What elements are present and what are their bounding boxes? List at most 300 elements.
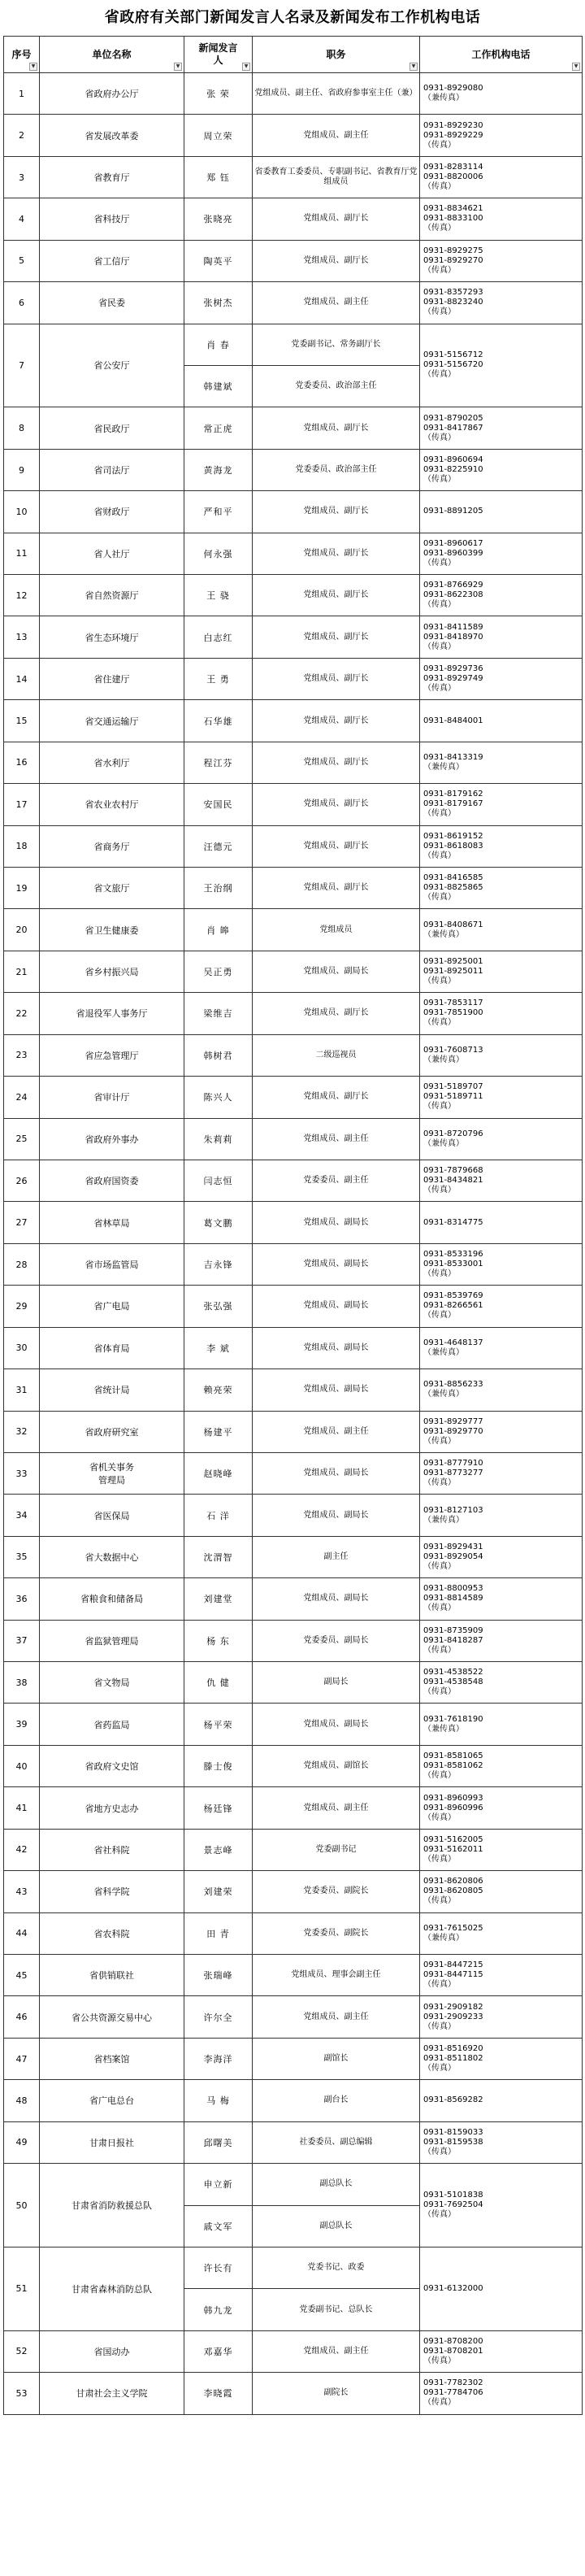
unit-name: 甘肃省消防救援总队 [40,2164,184,2247]
spokesperson-name: 李 斌 [184,1327,253,1368]
office-phone: 0931-8929777 0931-8929770 （传真） [420,1411,583,1452]
spokesperson-title: 党组成员、副局长 [253,1495,420,1536]
office-phone: 0931-8960617 0931-8960399 （传真） [420,533,583,574]
unit-name: 省卫生健康委 [40,909,184,951]
spokesperson-name: 张 荣 [184,73,253,115]
table-row [4,491,583,533]
spokesperson-title: 党组成员、副局长 [253,1202,420,1243]
table-row [4,198,583,240]
spokesperson-title: 二级巡视员 [253,1034,420,1076]
spokesperson-title: 党组成员、副主任 [253,2330,420,2372]
spokesperson-title: 党组成员、副主任 [253,1118,420,1160]
spokesperson-title: 党委委员、政治部主任 [253,449,420,490]
spokesperson-name: 闫志恒 [184,1160,253,1201]
row-number: 8 [4,407,40,449]
filter-dropdown-icon[interactable]: ▼ [29,63,37,71]
header-title[interactable]: 职务 ▼ [253,37,420,73]
spokesperson-name: 杨建平 [184,1411,253,1452]
unit-name: 省自然资源厅 [40,575,184,616]
table-row [4,1495,583,1536]
office-phone: 0931-8800953 0931-8814589 （传真） [420,1578,583,1620]
spokesperson-title: 党组成员、副馆长 [253,1745,420,1786]
spokesperson-name: 朱莉莉 [184,1118,253,1160]
row-number: 47 [4,2038,40,2079]
spokesperson-title: 党组成员、副局长 [253,951,420,992]
spokesperson-title: 党组成员 [253,909,420,951]
spokesperson-name: 吉永锋 [184,1243,253,1285]
office-phone: 0931-7615025 （兼传真） [420,1912,583,1954]
spokesperson-name: 石 洋 [184,1495,253,1536]
office-phone: 0931-8929080 （兼传真） [420,73,583,115]
spokesperson-title: 党组成员、副厅长 [253,533,420,574]
office-phone: 0931-8777910 0931-8773277 （传真） [420,1452,583,1494]
row-number: 14 [4,658,40,699]
spokesperson-title: 党组成员、副主任 [253,282,420,324]
spokesperson-title: 党组成员、副局长 [253,1578,420,1620]
spokesperson-title: 党组成员、副厅长 [253,700,420,742]
spokesperson-name: 景志峰 [184,1829,253,1870]
spokesperson-title: 副主任 [253,1536,420,1577]
spokesperson-title: 党委委员、政治部主任 [253,365,420,407]
spokesperson-title: 党委委员、副主任 [253,1160,420,1201]
row-number: 37 [4,1620,40,1661]
unit-name: 省林草局 [40,1202,184,1243]
filter-dropdown-icon[interactable]: ▼ [174,63,182,71]
unit-name: 甘肃日报社 [40,2121,184,2163]
table-row [4,2247,583,2288]
table-row [4,1578,583,1620]
page-title: 省政府有关部门新闻发言人名录及新闻发布工作机构电话 [104,9,481,26]
table-row [4,616,583,658]
table-row [4,1034,583,1076]
spokesperson-title: 党组成员、副主任 [253,1996,420,2038]
spokesperson-name: 沈渭智 [184,1536,253,1577]
unit-name: 省机关事务 管理局 [40,1452,184,1494]
spokesperson-title: 副馆长 [253,2038,420,2079]
spokesperson-name: 刘建荣 [184,1871,253,1912]
table-row [4,2121,583,2163]
filter-dropdown-icon[interactable]: ▼ [242,63,250,71]
spokesperson-title: 副台长 [253,2080,420,2121]
table-row [4,407,583,449]
office-phone: 0931-8416585 0931-8825865 （传真） [420,868,583,909]
spokesperson-title: 党组成员、副局长 [253,1286,420,1327]
table-row [4,1954,583,1995]
row-number: 10 [4,491,40,533]
unit-name: 省交通运输厅 [40,700,184,742]
office-phone: 0931-6132000 [420,2247,583,2330]
row-number: 23 [4,1034,40,1076]
header-spokesperson[interactable]: 新闻发言人 ▼ [184,37,253,73]
spokesperson-title: 党委副书记、常务副厅长 [253,324,420,365]
spokesperson-title: 党委副书记 [253,1829,420,1870]
row-number: 15 [4,700,40,742]
row-number: 7 [4,324,40,407]
row-number: 5 [4,240,40,281]
office-phone: 0931-8929230 0931-8929229 （传真） [420,115,583,156]
row-number: 24 [4,1077,40,1118]
spokesperson-name: 邓嘉华 [184,2330,253,2372]
office-phone: 0931-5189707 0931-5189711 （传真） [420,1077,583,1118]
row-number: 28 [4,1243,40,1285]
table-row [4,449,583,490]
office-phone: 0931-5156712 0931-5156720 （传真） [420,324,583,407]
row-number: 48 [4,2080,40,2121]
row-number: 33 [4,1452,40,1494]
unit-name: 省国动办 [40,2330,184,2372]
table-row [4,1787,583,1829]
table-row [4,1912,583,1954]
office-phone: 0931-8929275 0931-8929270 （传真） [420,240,583,281]
unit-name: 省生态环境厅 [40,616,184,658]
row-number: 9 [4,449,40,490]
spokesperson-title: 党组成员、副厅长 [253,742,420,783]
table-row [4,282,583,324]
row-number: 22 [4,993,40,1034]
office-phone: 0931-8357293 0931-8823240 （传真） [420,282,583,324]
spokesperson-name: 韩树君 [184,1034,253,1076]
spokesperson-title: 党组成员、副局长 [253,1704,420,1745]
office-phone: 0931-8766929 0931-8622308 （传真） [420,575,583,616]
row-number: 29 [4,1286,40,1327]
spokesperson-name: 杨廷锋 [184,1787,253,1829]
office-phone: 0931-8447215 0931-8447115 （传真） [420,1954,583,1995]
row-number: 11 [4,533,40,574]
row-number: 25 [4,1118,40,1160]
spokesperson-name: 马 梅 [184,2080,253,2121]
spokesperson-name: 肖 春 [184,324,253,365]
office-phone: 0931-8735909 0931-8418287 （传真） [420,1620,583,1661]
spokesperson-name: 汪德元 [184,825,253,867]
spokesperson-name: 梁维吉 [184,993,253,1034]
row-number: 49 [4,2121,40,2163]
spokesperson-name: 田 青 [184,1912,253,1954]
unit-name: 省政府文史馆 [40,1745,184,1786]
spokesperson-name: 许尔全 [184,1996,253,2038]
unit-name: 省政府国资委 [40,1160,184,1201]
row-number: 32 [4,1411,40,1452]
spokesperson-name: 赵晓峰 [184,1452,253,1494]
unit-name: 省公共资源交易中心 [40,1996,184,2038]
spokesperson-title: 党组成员、副主任 [253,1411,420,1452]
table-row [4,742,583,783]
spokesperson-name: 石华雄 [184,700,253,742]
row-number: 27 [4,1202,40,1243]
office-phone: 0931-7879668 0931-8434821 （传真） [420,1160,583,1201]
table-row [4,700,583,742]
table-row [4,1620,583,1661]
spokesperson-title: 党委副书记、总队长 [253,2289,420,2330]
unit-name: 省医保局 [40,1495,184,1536]
spokesperson-table [3,36,583,2415]
table-row [4,156,583,198]
unit-name: 省政府办公厅 [40,73,184,115]
unit-name: 省教育厅 [40,156,184,198]
row-number: 21 [4,951,40,992]
table-row [4,951,583,992]
unit-name: 省监狱管理局 [40,1620,184,1661]
unit-name: 甘肃社会主义学院 [40,2373,184,2414]
unit-name: 省政府外事办 [40,1118,184,1160]
table-row [4,324,583,365]
header-phone[interactable]: 工作机构电话 ▼ [420,37,583,73]
table-row [4,1536,583,1577]
spokesperson-name: 葛文鹏 [184,1202,253,1243]
unit-name: 省应急管理厅 [40,1034,184,1076]
spokesperson-title: 党组成员、副主任、省政府参事室主任（兼） [253,73,420,115]
unit-name: 省体育局 [40,1327,184,1368]
spokesperson-name: 陶英平 [184,240,253,281]
unit-name: 省药监局 [40,1704,184,1745]
table-row [4,825,583,867]
office-phone: 0931-8925001 0931-8925011 （传真） [420,951,583,992]
spokesperson-name: 严和平 [184,491,253,533]
table-row [4,1829,583,1870]
spokesperson-name: 张瑞峰 [184,1954,253,1995]
table-row [4,1745,583,1786]
row-number: 20 [4,909,40,951]
office-phone: 0931-8960993 0931-8960996 （传真） [420,1787,583,1829]
row-number: 3 [4,156,40,198]
unit-name: 省文物局 [40,1662,184,1704]
office-phone: 0931-2909182 0931-2909233 （传真） [420,1996,583,2038]
spokesperson-title: 党组成员、副局长 [253,1327,420,1368]
unit-name: 省科技厅 [40,198,184,240]
unit-name: 省文旅厅 [40,868,184,909]
table-body [4,73,583,2415]
table-row [4,658,583,699]
unit-name: 省公安厅 [40,324,184,407]
unit-name: 省地方史志办 [40,1787,184,1829]
table-row [4,1996,583,2038]
row-number: 50 [4,2164,40,2247]
table-row [4,1327,583,1368]
row-number: 38 [4,1662,40,1704]
table-row [4,240,583,281]
spokesperson-name: 陈兴人 [184,1077,253,1118]
unit-name: 省广电局 [40,1286,184,1327]
spokesperson-title: 副局长 [253,1662,420,1704]
row-number: 42 [4,1829,40,1870]
row-number: 1 [4,73,40,115]
office-phone: 0931-8411589 0931-8418970 （传真） [420,616,583,658]
row-number: 34 [4,1495,40,1536]
header-no[interactable]: 序号 ▼ [4,37,40,73]
unit-name: 省农科院 [40,1912,184,1954]
spokesperson-name: 王治纲 [184,868,253,909]
unit-name: 省商务厅 [40,825,184,867]
unit-name: 省发展改革委 [40,115,184,156]
spokesperson-title: 副院长 [253,2373,420,2414]
table-row [4,575,583,616]
spokesperson-title: 党组成员、副厅长 [253,1077,420,1118]
table-row [4,73,583,115]
office-phone: 0931-5162005 0931-5162011 （传真） [420,1829,583,1870]
office-phone: 0931-5101838 0931-7692504 （传真） [420,2164,583,2247]
office-phone: 0931-8314775 [420,1202,583,1243]
spokesperson-name: 张弘强 [184,1286,253,1327]
unit-name: 省水利厅 [40,742,184,783]
row-number: 40 [4,1745,40,1786]
spokesperson-title: 党组成员、副厅长 [253,198,420,240]
unit-name: 省住建厅 [40,658,184,699]
spokesperson-title: 省委教育工委委员、专职副书记、省教育厅党组成员 [253,156,420,198]
office-phone: 0931-7608713 （兼传真） [420,1034,583,1076]
row-number: 6 [4,282,40,324]
spokesperson-title: 党委委员、副局长 [253,1620,420,1661]
spokesperson-name: 黄海龙 [184,449,253,490]
spokesperson-title: 党组成员、副厅长 [253,491,420,533]
header-unit[interactable]: 单位名称 ▼ [40,37,184,73]
unit-name: 省档案馆 [40,2038,184,2079]
office-phone: 0931-8619152 0931-8618083 （传真） [420,825,583,867]
row-number: 17 [4,784,40,825]
spokesperson-name: 王 骁 [184,575,253,616]
spokesperson-name: 邱曙美 [184,2121,253,2163]
table-row [4,784,583,825]
table-row [4,1286,583,1327]
office-phone: 0931-8569282 [420,2080,583,2121]
spokesperson-title: 党委委员、副院长 [253,1871,420,1912]
unit-name: 省乡村振兴局 [40,951,184,992]
row-number: 35 [4,1536,40,1577]
unit-name: 省司法厅 [40,449,184,490]
unit-name: 省工信厅 [40,240,184,281]
table-row [4,1077,583,1118]
row-number: 53 [4,2373,40,2414]
row-number: 41 [4,1787,40,1829]
unit-name: 省社科院 [40,1829,184,1870]
office-phone: 0931-8834621 0931-8833100 （传真） [420,198,583,240]
unit-name: 省审计厅 [40,1077,184,1118]
office-phone: 0931-8720796 （兼传真） [420,1118,583,1160]
row-number: 13 [4,616,40,658]
office-phone: 0931-8708200 0931-8708201 （传真） [420,2330,583,2372]
office-phone: 0931-8856233 （兼传真） [420,1369,583,1411]
table-row [4,993,583,1034]
unit-name: 省农业农村厅 [40,784,184,825]
office-phone: 0931-7782302 0931-7784706 （传真） [420,2373,583,2414]
table-row [4,1202,583,1243]
table-row [4,2373,583,2414]
unit-name: 省大数据中心 [40,1536,184,1577]
spokesperson-name: 张晓亮 [184,198,253,240]
row-number: 36 [4,1578,40,1620]
spokesperson-name: 王 勇 [184,658,253,699]
unit-name: 甘肃省森林消防总队 [40,2247,184,2330]
office-phone: 0931-8533196 0931-8533001 （传真） [420,1243,583,1285]
office-phone: 0931-8413319 （兼传真） [420,742,583,783]
row-number: 51 [4,2247,40,2330]
spokesperson-title: 党组成员、副厅长 [253,616,420,658]
spokesperson-name: 安国民 [184,784,253,825]
table-row [4,1160,583,1201]
spokesperson-name: 韩建斌 [184,365,253,407]
spokesperson-title: 党组成员、副厅长 [253,240,420,281]
table-row [4,1243,583,1285]
spokesperson-title: 党组成员、副厅长 [253,784,420,825]
spokesperson-name: 韩九龙 [184,2289,253,2330]
unit-name: 省粮食和储备局 [40,1578,184,1620]
spokesperson-name: 周立荣 [184,115,253,156]
row-number: 44 [4,1912,40,1954]
table-row [4,2164,583,2205]
row-number: 46 [4,1996,40,2038]
office-phone: 0931-7853117 0931-7851900 （传真） [420,993,583,1034]
office-phone: 0931-8790205 0931-8417867 （传真） [420,407,583,449]
row-number: 45 [4,1954,40,1995]
row-number: 2 [4,115,40,156]
spokesperson-name: 郑 钰 [184,156,253,198]
spokesperson-name: 张树杰 [184,282,253,324]
row-number: 18 [4,825,40,867]
row-number: 30 [4,1327,40,1368]
spokesperson-title: 党组成员、副局长 [253,1369,420,1411]
row-number: 39 [4,1704,40,1745]
table-row [4,533,583,574]
filter-dropdown-icon[interactable]: ▼ [572,63,580,71]
office-phone: 0931-8283114 0931-8820006 （传真） [420,156,583,198]
office-phone: 0931-8960694 0931-8225910 （传真） [420,449,583,490]
row-number: 31 [4,1369,40,1411]
spokesperson-title: 党组成员、副厅长 [253,658,420,699]
office-phone: 0931-8159033 0931-8159538 （传真） [420,2121,583,2163]
spokesperson-title: 党组成员、副局长 [253,1452,420,1494]
office-phone: 0931-8891205 [420,491,583,533]
spokesperson-name: 常正虎 [184,407,253,449]
spokesperson-name: 李海洋 [184,2038,253,2079]
spokesperson-name: 刘建堂 [184,1578,253,1620]
office-phone: 0931-8581065 0931-8581062 （传真） [420,1745,583,1786]
unit-name: 省民委 [40,282,184,324]
spokesperson-title: 党组成员、副厅长 [253,868,420,909]
row-number: 16 [4,742,40,783]
row-number: 52 [4,2330,40,2372]
table-row [4,868,583,909]
unit-name: 省科学院 [40,1871,184,1912]
spokesperson-name: 申立新 [184,2164,253,2205]
office-phone: 0931-8408671 （兼传真） [420,909,583,951]
table-row [4,1369,583,1411]
spokesperson-name: 李晓霞 [184,2373,253,2414]
office-phone: 0931-8539769 0931-8266561 （传真） [420,1286,583,1327]
office-phone: 0931-8929431 0931-8929054 （传真） [420,1536,583,1577]
spokesperson-title: 党组成员、副厅长 [253,407,420,449]
office-phone: 0931-8516920 0931-8511802 （传真） [420,2038,583,2079]
spokesperson-title: 副总队长 [253,2205,420,2247]
row-number: 26 [4,1160,40,1201]
office-phone: 0931-8179162 0931-8179167 （传真） [420,784,583,825]
office-phone: 0931-4648137 （兼传真） [420,1327,583,1368]
unit-name: 省统计局 [40,1369,184,1411]
row-number: 4 [4,198,40,240]
spokesperson-title: 党组成员、副厅长 [253,993,420,1034]
spokesperson-title: 党委书记、政委 [253,2247,420,2288]
unit-name: 省供销联社 [40,1954,184,1995]
office-phone: 0931-4538522 0931-4538548 （传真） [420,1662,583,1704]
spokesperson-name: 滕士俊 [184,1745,253,1786]
unit-name: 省市场监管局 [40,1243,184,1285]
office-phone: 0931-7618190 （兼传真） [420,1704,583,1745]
filter-dropdown-icon[interactable]: ▼ [410,63,418,71]
spokesperson-name: 戚文军 [184,2205,253,2247]
spokesperson-name: 肖 皞 [184,909,253,951]
row-number: 43 [4,1871,40,1912]
spokesperson-name: 仇 健 [184,1662,253,1704]
spokesperson-title: 党组成员、副厅长 [253,575,420,616]
row-number: 19 [4,868,40,909]
office-phone: 0931-8620806 0931-8620805 （传真） [420,1871,583,1912]
